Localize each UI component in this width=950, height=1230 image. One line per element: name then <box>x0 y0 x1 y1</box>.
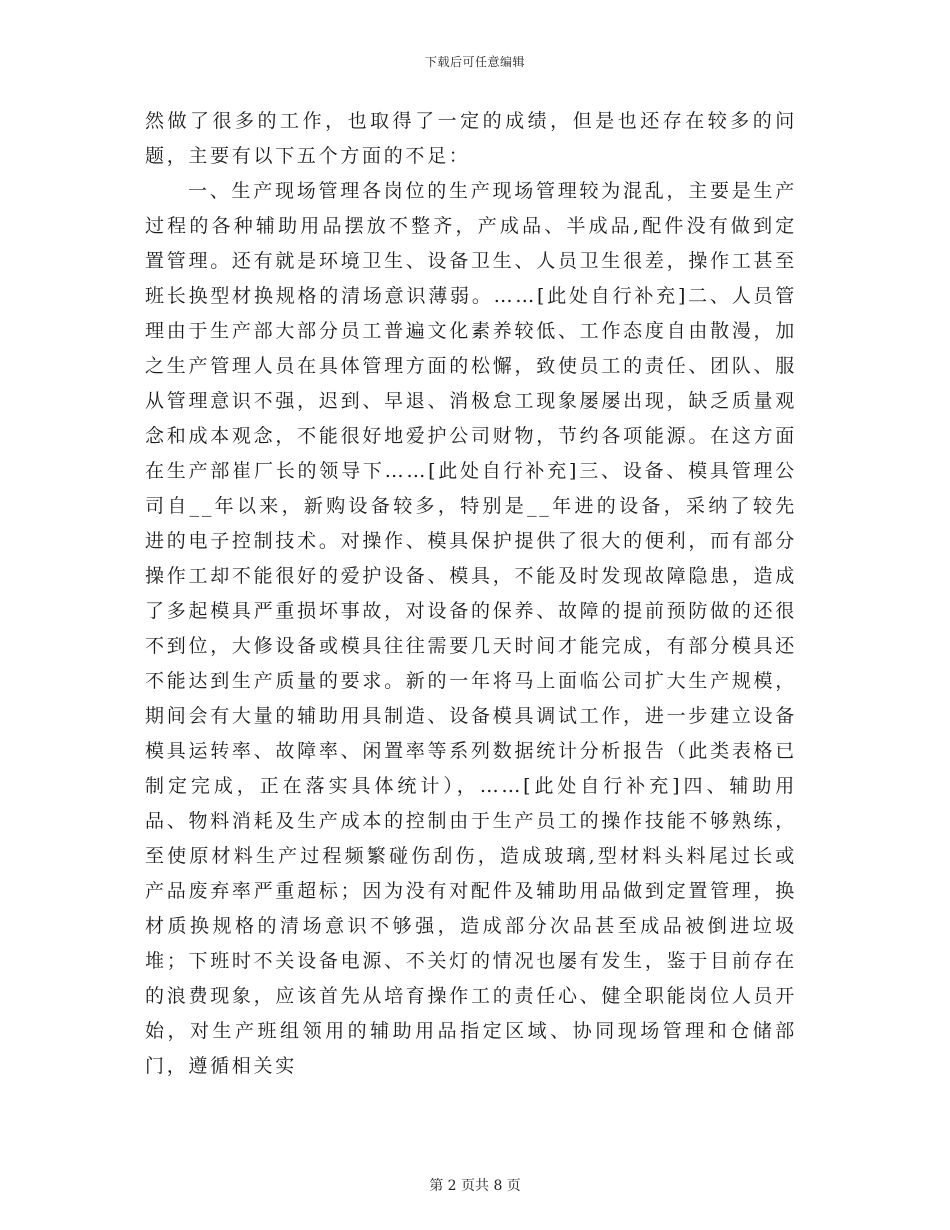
page-header: 下载后可任意编辑 <box>424 55 525 69</box>
document-body <box>145 104 797 1084</box>
paragraph-main: 一、生产现场管理各岗位的生产现场管理较为混乱，主要是生产过程的各种辅助用品摆放不整齐，产成品、半成品,配件没有做到定置管理。还有就是环境卫生、设备卫生、人员卫生很差，操作工甚至班长换型材换规格的清场意识薄弱。……[此处自行补充]二、人员管理由于生产部大部分员工普遍文化素养较低、工作态度自由散漫，加之生产管理人员在具体管理方面的松懈，致使员工的责任、团队、服从管理意识不强，迟到、早退、消极怠工现象屡屡出现，缺乏质量观念和成本观念，不能很好地爱护公司财物，节约各项能源。在这方面在生产部崔厂长的领导下……[此处自行补充]三、设备、模具管理公司自__年以来，新购设备较多，特别是__年进的设备，采纳了较先进的电子控制技术。对操作、模具保护提供了很大的便利，而有部分操作工却不能很好的爱护设备、模具，不能及时发现故障隐患，造成了多起模具严重损坏事故，对设备的保养、故障的提前预防做的还很不到位，大修设备或模具往往需要几天时间才能完成，有部分模具还不能达到生产质量的要求。新的一年将马上面临公司扩大生产规模，期间会有大量的辅助用具制造、设备模具调试工作，进一步建立设备模具运转率、故障率、闲置率等系列数据统计分析报告（此类表格已制定完成，正在落实具体统计），……[此处自行补充]四、辅助用品、物料消耗及生产成本的控制由于生产员工的操作技能不够熟练，至使原材料生产过程频繁碰伤刮伤，造成玻璃,型材料头料尾过长或产品废弃率严重超标；因为没有对配件及辅助用品做到定置管理，换材质换规格的清场意识不够强，造成部分次品甚至成品被倒进垃圾堆；下班时不关设备电源、不关灯的情况也屡有发生，鉴于目前存在的浪费现象，应该首先从培育操作工的责任心、健全职能岗位人员开始，对生产班组领用的辅助用品指定区域、协同现场管理和仓储部门，遵循相关实 <box>145 180 797 1077</box>
paragraph-continuation: 然做了很多的工作，也取得了一定的成绩，但是也还存在较多的问题，主要有以下五个方面的不足： <box>145 110 797 167</box>
page-footer: 第 2 页共 8 页 <box>429 1178 521 1194</box>
